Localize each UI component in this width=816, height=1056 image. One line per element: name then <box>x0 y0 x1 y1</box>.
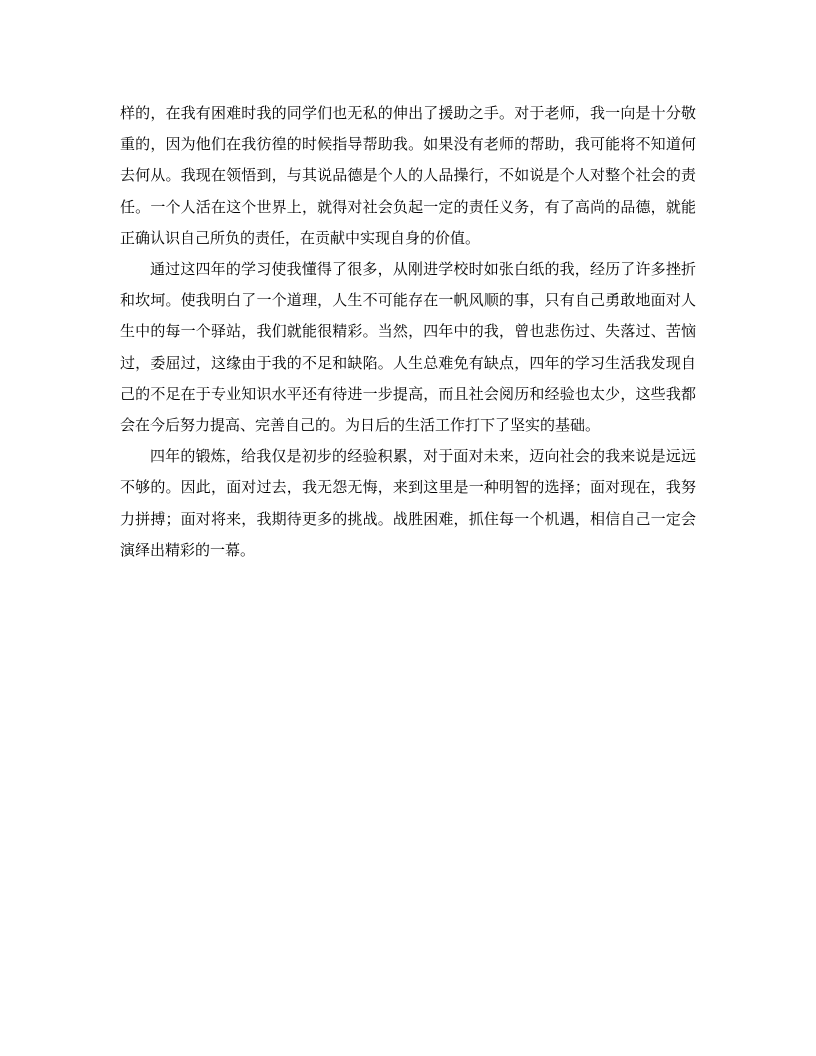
document-body <box>120 98 696 566</box>
paragraph-3: 四年的锻炼，给我仅是初步的经验积累，对于面对未来，迈向社会的我来说是远远不够的。因此，面对过去，我无怨无悔，来到这里是一种明智的选择；面对现在，我努力拼搏；面对将来，我期待更多的挑战。战胜困难，抓住每一个机遇，相信自己一定会演绎出精彩的一幕。 <box>120 447 696 559</box>
paragraph-1: 样的，在我有困难时我的同学们也无私的伸出了援助之手。对于老师，我一向是十分敬重的，因为他们在我彷徨的时候指导帮助我。如果没有老师的帮助，我可能将不知道何去何从。我现在领悟到，与其说品德是个人的人品操行，不如说是个人对整个社会的责任。一个人活在这个世界上，就得对社会负起一定的责任义务，有了高尚的品德，就能正确认识自己所负的责任，在贡献中实现自身的价值。 <box>120 104 696 247</box>
paragraph-2: 通过这四年的学习使我懂得了很多，从刚进学校时如张白纸的我，经历了许多挫折和坎坷。使我明白了一个道理，人生不可能存在一帆风顺的事，只有自己勇敢地面对人生中的每一个驿站，我们就能很精彩。当然，四年中的我，曾也悲伤过、失落过、苦恼过，委屈过，这缘由于我的不足和缺陷。人生总难免有缺点，四年的学习生活我发现自己的不足在于专业知识水平还有待进一步提高，而且社会阅历和经验也太少，这些我都会在今后努力提高、完善自己的。为日后的生活工作打下了坚实的基础。 <box>120 260 696 435</box>
